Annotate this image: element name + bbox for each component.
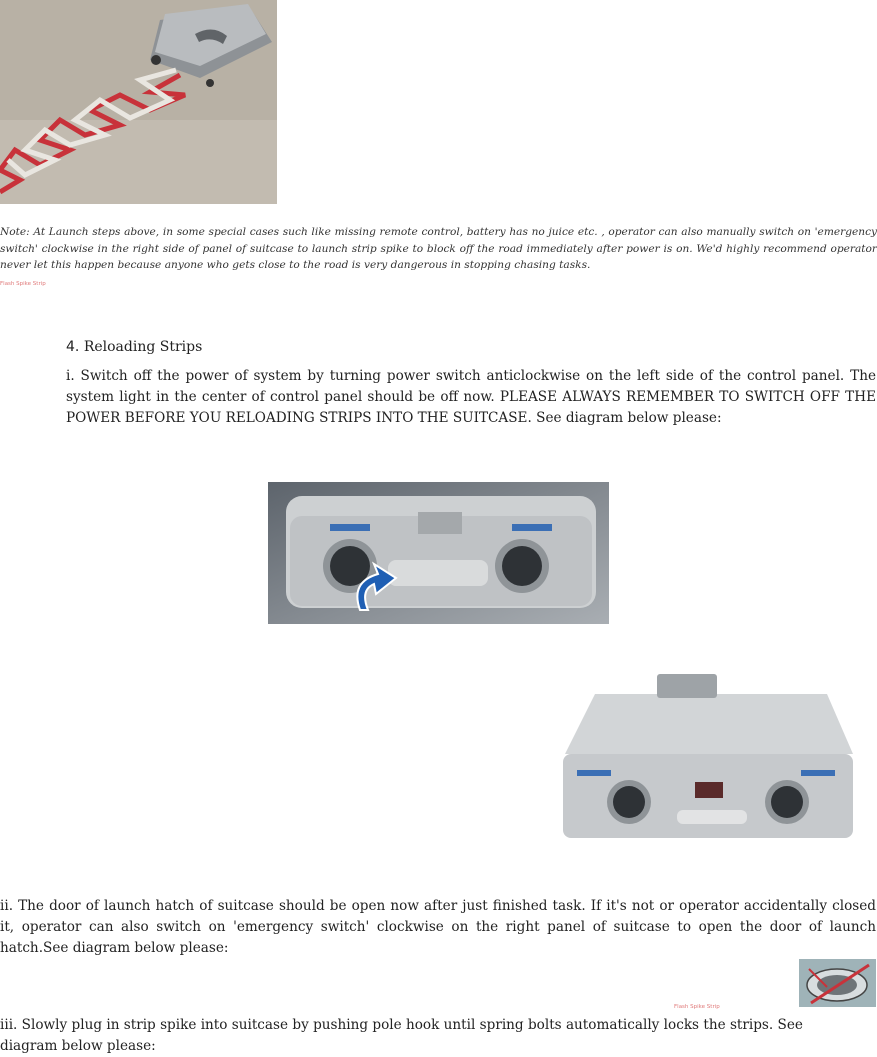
spike-strip-deployed-photo <box>0 0 277 204</box>
step1-paragraph: i. Switch off the power of system by turning power switch anticlockwise on the left side of the control panel. The system light in the center of control panel should be off now. PLEASE ALWAYS REMEMBER TO SWITCH OFF THE POWER BEFORE YOU RELOADING STRIPS INTO THE SUITCASE. See diagram below please: <box>66 368 876 426</box>
step2-watermark: Flash Spike Strip <box>674 1004 720 1010</box>
suitcase-front-photo <box>557 674 857 844</box>
step3-paragraph: iii. Slowly plug in strip spike into suitcase by pushing pole hook until spring bolts automatically locks the strips. See diagram below please: <box>0 1017 803 1054</box>
note-text: Note: At Launch steps above, in some special cases such like missing remote control, battery has no juice etc. , operator can also manually switch on 'emergency switch' clockwise in the right side of panel of suitcase to launch strip spike to block off the road immediately after power is on. We'd highly recommend operator never let this happen because anyone who gets close to the road is very dangerous in stopping chasing tasks. <box>0 226 877 271</box>
emergency-switch-icon <box>799 959 876 1007</box>
section-number: 4. <box>66 339 80 355</box>
section-title: Reloading Strips <box>83 339 203 355</box>
control-panel-power-switch-photo <box>268 482 609 624</box>
section-heading <box>66 339 202 355</box>
note-watermark: Flash Spike Strip <box>0 280 46 287</box>
note-paragraph <box>0 224 877 292</box>
step2-paragraph: ii. The door of launch hatch of suitcase should be open now after just finished task. If it's not or operator accidentally closed it, operator can also switch on 'emergency switch' clockwise on the right panel of suitcase to open the door of launch hatch.See diagram below please: <box>0 898 876 956</box>
